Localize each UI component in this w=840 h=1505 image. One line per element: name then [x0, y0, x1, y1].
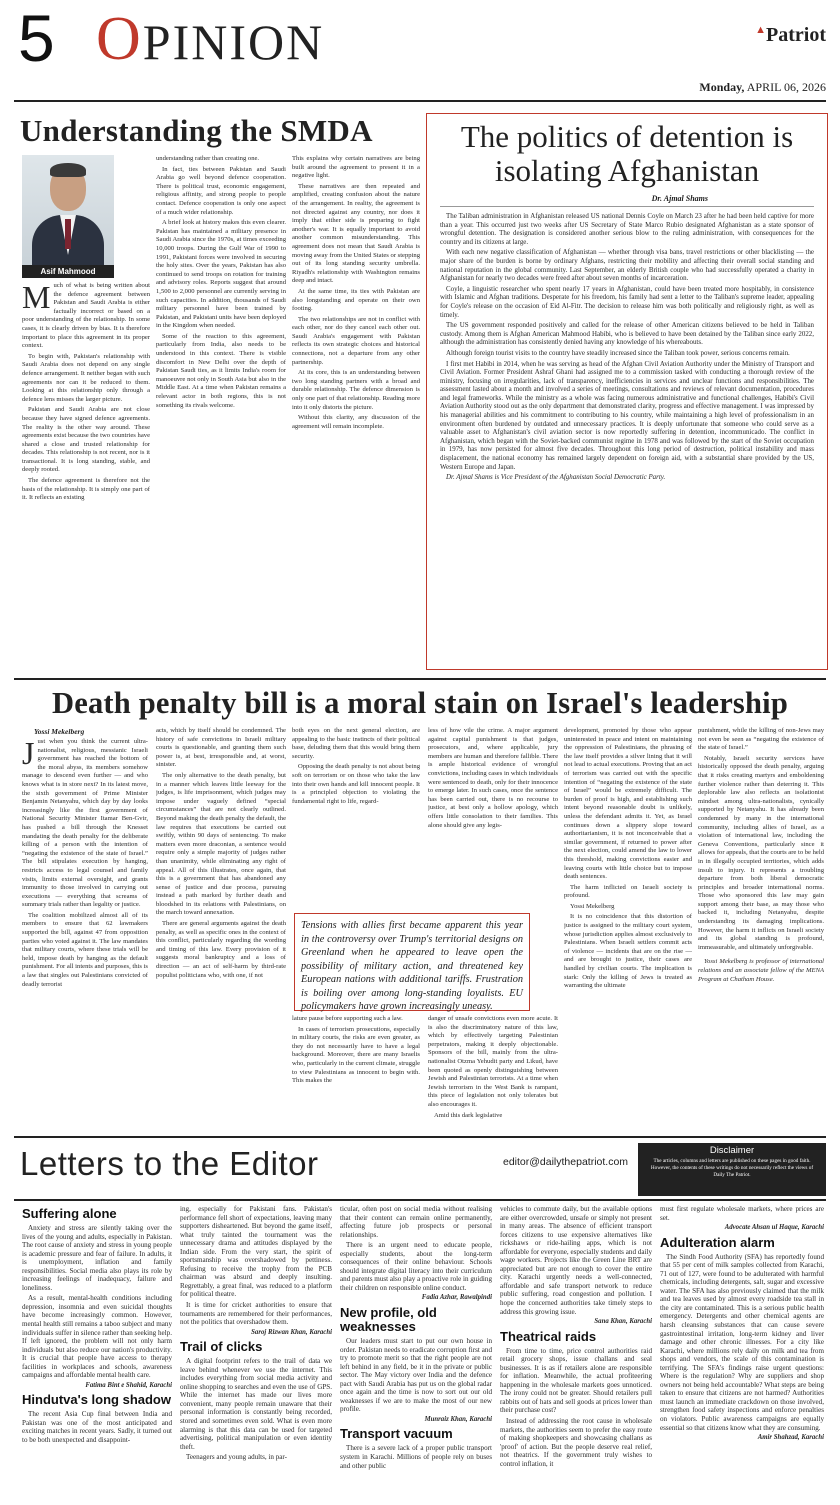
pull-quote: Tensions with allies first became apparent this year in the controversy over Trump's territorial designs on Greenland when he appeared to leave open the possibility of military action, and threatened key European nations with additional tariffs. Frustration is boiling over among long-standing loyalists. EU policymakers have grown increasingly uneasy.	[294, 913, 530, 1011]
paragraph: understanding rather than creating one.	[156, 155, 260, 162]
paragraph: The Taliban administration in Afghanistan released US national Dennis Coyle on March 23 after he had been held captive for more than a year. This occurred just two weeks after US Secretary of State Marco Rubio designated Afghanistan as a state sponsor of wrongful detention. The designation is considered another serious blow to the ruling administration, with consequences for the country and its citizens at large.	[440, 212, 814, 246]
letters-heading: Letters to the Editor	[20, 1145, 319, 1182]
israel-column-3-top	[292, 727, 420, 907]
paragraph: Just when you think the current ultra-nationalist, religious, messianic Israeli government has reached the bottom of the moral abyss, its members somehow manage to descend even further — and who knows what is in store next? In its latest move, the sixth government of Prime Minister Benjamin Netanyahu, which day by day looks increasingly like the first government of National Security Minister Itamar Ben-Gvir, has pushed a bill through the Knesset mandating the death penalty for the deliberate killing of a person with the intention of “negating the existence of the state of Israel.” The bill stipulates execution by hanging, restricts access to legal counsel and family visits, limits external oversight, and grants immunity to those involved in carrying out executions — everything that screams of summary trials rather than legality or justice.	[22, 738, 148, 909]
letters-rule	[14, 1199, 826, 1201]
letters-column-5	[660, 1205, 824, 1500]
letter-paragraph: The recent Asia Cup final between India and Pakistan was one of the most anticipated and exciting matches in recent years. Sadly, it turned out to be both unexpected and disappoint-	[22, 1410, 172, 1445]
author-note: Yossi Mekelberg is professor of international relations and an associate fellow of the MENA Program at Chatham House.	[698, 958, 824, 983]
letter-paragraph: Our leaders must start to put our own house in order. Pakistan needs to eradicate corruption first and try to promote merit so that the right people are not left behind in any field, be it in the private or public sector. The May victory over India and the defence pact with Saudi Arabia has put us on the global radar once again and the time is now to sort out our old weaknesses if we are to make the most of our new profile.	[340, 1337, 492, 1414]
triangle-icon: ▲	[755, 24, 767, 36]
letter-title: Transport vacuum	[340, 1426, 453, 1442]
editor-email-link[interactable]: editor@dailythepatriot.com	[503, 1156, 629, 1168]
author-afghanistan: Dr. Ajmal Shams	[651, 194, 708, 203]
paragraph: These narratives are then repeated and amplified, creating confusion about the nature of the arrangement. In reality, the agreement is not directed against any country, nor does it imply that either side is preparing to fight another's war. It is equally important to avoid another common misunderstanding. This agreement does not mean that Saudi Arabia is moving away from the United States or stepping out of its long standing security umbrella. Riyadh's relationship with Washington remains deep and intact.	[292, 182, 420, 285]
letter-signature: Fadia Azhar, Rawalpindi	[421, 1294, 492, 1302]
letters-column-1	[22, 1205, 172, 1500]
disclaimer-text: The articles, columns and letters are published on these pages in good faith. However, the contents of these writings do not necessarily reflect the views of Daily The Patriot.	[650, 1158, 814, 1178]
paragraph: Without this clarity, any discussion of the agreement will remain incomplete.	[292, 414, 420, 430]
letter-paragraph: Anxiety and stress are silently taking over the lives of the young and adults, especially in Pakistan. The root cause of anxiety and stress in young people is academic pressure and fear of failure. In adults, it is unemployment, inflation and family responsibilities. Social media also plays its role by increasing feelings of inadequacy, failure and loneliness.	[22, 1224, 172, 1292]
paragraph: The two relationships are not in conflict with each other, nor do they cancel each other out. Saudi Arabia's engagement with Pakistan reflects its own strategic choices and historical connections, not a departure from any other partnership.	[292, 315, 420, 366]
letter-signature: Munraiz Khan, Karachi	[424, 1415, 492, 1423]
paragraph: In fact, ties between Pakistan and Saudi Arabia go well beyond defence cooperation. There is political trust, economic engagement, religious affinity, and strong people to people contact. Defence cooperation is only one aspect of a much wider relationship.	[156, 165, 286, 216]
paragraph: Coyle, a linguistic researcher who spent nearly 17 years in Afghanistan, could have been treated more hospitably, in consistence with Islamic and Afghan traditions. Desperate for his freedom, his family had sent a letter to the Taliban's supreme leader, appealing for Coyle's release on the occasion of Eid Al-Fitr. The decision to release him was both politically and religiously right, as well as timely.	[440, 284, 814, 319]
paragraph: Notably, Israeli security services have historically opposed the death penalty, arguing that it risks creating martyrs and emboldening further violence rather than deterring it. This deplorable law also reflects an isolationist mindset among ultra-nationalists, cynically supported by Netanyahu. It has already been condemned by many in the international community, including allies of Israel, as a violation of international law, including the Geneva Conventions, particularly since it allows for appeals, that the courts are to be held in in illegally occupied territories, which adds insult to injury. It represents a troubling departure from both liberal democratic principles and broader international norms. Those who sponsored this law may gain support among their base, as may those who backed it, including Netanyahu, despite understanding its damaging implications. However, the harm it inflicts on Israeli society and its global standing is profound, immeasurable, and ultimately unforgivable.	[698, 754, 824, 951]
paragraph: Opposing the death penalty is not about being soft on terrorism or on those who take the law into their own hands and kill innocent people. It is a principled objection to violating the fundamental right to life, regard-	[292, 763, 420, 805]
israel-column-1	[22, 738, 148, 1130]
paragraph: At its core, this is an understanding between two long standing partners with a broad and durable relationship. The defence dimension is only one part of that relationship. Reading more into it only distorts the picture.	[292, 369, 420, 411]
afghanistan-body	[440, 212, 814, 664]
paragraph: both eyes on the next general election, are appealing to the basic instincts of their political base, deluding them that this would bring them security.	[292, 727, 420, 760]
letter-paragraph: Teenagers and young adults, in par-	[186, 1453, 288, 1462]
paragraph: At the same time, its ties with Pakistan are also longstanding and operate on their own footing.	[292, 287, 420, 313]
letter-paragraph: Instead of addressing the root cause in wholesale markets, the authorities seem to prefer the easy route of making shopkeepers and showcasing challans as 'proof' of action. But the people deserve real relief, not theatrics. If the government truly wishes to control inflation, it	[500, 1417, 652, 1468]
paragraph: In cases of terrorism prosecutions, especially in military courts, the risks are even greater, as they do not necessarily have to have a legal background. Moreover, there are many Israelis who, particularly in the current climate, struggle to view Palestinians as innocent to begin with. This makes the	[292, 1025, 420, 1085]
paragraph: Some of the reaction to this agreement, particularly from India, also needs to be understood in this context. There is visible discomfort in New Delhi over the depth of Pakistan Saudi ties, as it limits India's room for manoeuvre not only in South Asia but also in the Middle East. At a time when Pakistan remains a relevant actor in both regions, this is not something its rivals welcome.	[156, 332, 286, 409]
paragraph: It is no coincidence that this distortion of justice is assigned to the military court system, whose jurisdiction applies almost exclusively to Palestinians. When Israeli settlers commit acts of violence — incidents that are on the rise — and are brought to justice, their cases are handled by civilian courts. The implication is stark: Only the killing of Jews is treated as warranting the ultimate	[564, 913, 692, 990]
paragraph: less of how vile the crime. A major argument against capital punishment is that judges, prosecutors, and, where applicable, jury members are human and therefore fallible. There is ample historical evidence of wrongful convictions, including cases in which individuals were sentenced to death, only for their innocence to emerge later. In such cases, once the sentence has been carried out, there is no recourse to justice, at best only a hollow apology, which offers little consolation to their families. This alone should give any legis-	[428, 727, 558, 829]
paragraph: With each new negative classification of Afghanistan — whether through visa bans, travel restrictions or other blacklisting — the major share of the burden is borne by ordinary Afghans, restricting their mobility and affecting their overall social standing and national reputation in the global community. Last September, an elderly British couple who had successfully operated a charity in Afghanistan for nearly two decades were freed after about seven months of incarceration.	[440, 248, 814, 283]
afghanistan-rule	[440, 206, 814, 207]
paragraph: The harm inflicted on Israeli society is profound.	[564, 883, 692, 900]
letter-title: New profile, old weaknesses	[340, 1305, 437, 1335]
letter-title: Theatrical raids	[500, 1328, 597, 1344]
drop-cap: M	[22, 282, 51, 315]
israel-column-4-top	[428, 727, 558, 907]
headline-afghanistan: The politics of detention is isolating Afghanistan	[460, 119, 794, 188]
paragraph: I first met Habibi in 2014, when he was serving as head of the Afghan Civil Aviation Authority under the Ministry of Transport and Civil Aviation. Former President Ashraf Ghani had assigned me to a commission tasked with conducting a thorough review of the ministry, focusing on irregularities, lack of transparency, inefficiencies in services and unclear functions and responsibilities. The assessment lasted about a month and involved a series of meetings, consultations and reviews of relevant documentation, procedures and legal frameworks. While the ministry as a whole was facing numerous administrative and functional challenges, Habibi's Civil Aviation Authority stood out as the only department that demonstrated clarity, progress and effective management. I was impressed by his managerial abilities and his commitment to contributing to his country, while maintaining a high level of professionalism in an environment often burdened by outdated and unnecessary practices. It is deeply unfortunate that someone who could serve as a valuable asset to Afghanistan's civil aviation sector is now reportedly suffering in detention, incommunicado. The conflict in Afghanistan, which began with the Soviet-backed communist regime in 1978 and was followed by the start of the Soviet occupation in 1979, has now persisted for almost five decades. Throughout this long period of destruction, political instability and mass displacement, the national economy has remained largely dependent on foreign aid, with a substantial share provided by the US, Western Europe and Japan.	[440, 359, 814, 471]
israel-column-6	[698, 727, 824, 1130]
paragraph: punishment, while the killing of non-Jews may not even be seen as “negating the existence of the state of Israel.”	[698, 727, 824, 752]
letter-signature: Saroj Rizwan Khan, Karachi	[251, 1328, 332, 1336]
israel-column-3-bottom	[292, 1015, 420, 1130]
author-photo	[22, 155, 114, 265]
letter-paragraph: As a result, mental-health conditions including depression, insomnia and even suicidal thoughts have become increasingly common. However, mental health still remains a taboo subject and many individuals suffer in silence rather than seeking help. If left ignored, the problem will not only harm individuals but also reduce our nation's productivity. It is crucial that people have access to therapy facilities in workplaces and schools, awareness campaigns and affordable mental health care.	[22, 1294, 172, 1380]
paragraph: A brief look at history makes this even clearer. Pakistan has maintained a military presence in Saudi Arabia since the 1970s, at times exceeding 10,000 troops. During the Gulf War of 1990 to 1991, Pakistani forces were involved in securing the holy sites. Over the years, Pakistan has also continued to send troops on rotation for training and advisory roles. Reports suggest that around 1,500 to 2,000 personnel are currently serving in such capacities. In addition, thousands of Saudi military personnel have been trained by Pakistan, and Pakistani units have been deployed in the Kingdom when needed.	[156, 219, 286, 330]
letter-title: Adulteration alarm	[660, 1234, 775, 1250]
letter-paragraph: From time to time, price control authorities raid retail grocery shops, issue challans and seal businesses. It is as if retailers alone are responsible for inflation. Meanwhile, the actual profiteering happening in the wholesale markets goes unnoticed. The irony could not be greater. Should retailers pull rabbits out of hats and sell goods at prices lower than their purchase cost?	[500, 1346, 652, 1415]
paragraph: The defence agreement is therefore not the basis of the relationship. It is simply one part of it. It reflects an existing	[22, 477, 150, 502]
letter-paragraph: The Sindh Food Authority (SFA) has reportedly found that 55 per cent of milk samples collected from Karachi, 71 out of 127, were found to be adulterated with harmful chemicals, including detergents, salt, sugar and excessive water. The SFA has also previously claimed that the milk and tea leaves used by almost every roadside tea stall in the city are contaminated. This is a serious public health emergency. Detergents and other chemical agents are harsh cleansing substances that can cause severe gastrointestinal irritation, long-term kidney and liver damage and other chronic illnesses. For a city like Karachi, where millions rely daily on milk and tea from shops and vendors, the scale of this contamination is terrifying. The SFA's findings raise urgent questions: Where is the regulation? Why are suppliers and shop owners not being held accountable? What steps are being taken to ensure that citizens are not harmed? Authorities must launch an immediate crackdown on those involved, strengthen food safety inspections and enforce penalties on violators. Public awareness campaigns are equally essential so that citizens know what they are consuming.	[660, 1252, 824, 1432]
page-number: 5	[18, 1, 55, 75]
brand-logo: ▲Patriot	[755, 24, 826, 46]
letter-signature: Sana Khan, Karachi	[594, 1318, 652, 1326]
masthead-rule	[14, 100, 826, 102]
author-note: Dr. Ajmal Shams is Vice President of the Afghanistan Social Democratic Party.	[446, 473, 666, 482]
smda-column-3	[292, 155, 420, 670]
letters-column-3	[340, 1205, 492, 1500]
letter-paragraph: vehicles to commute daily, but the available options are either overcrowded, unsafe or simply not present in many areas. The absence of efficient transport forces citizens to use expensive alternatives like rickshaws or ride-hailing apps, which is not affordable for everyone, especially students and daily wage workers. Projects like the Green Line BRT are appreciated but are not enough to cover the entire city. Karachi urgently needs a well-connected, affordable and safe transport network to reduce public suffering, road congestion and pollution. I hope the concerned authorities take timely steps to address this growing issue.	[500, 1205, 652, 1316]
letter-paragraph: It is time for cricket authorities to ensure that tournaments are remembered for their performances, not the politics that overshadow them.	[180, 1301, 332, 1327]
letter-paragraph: must first regulate wholesale markets, where prices are set.	[660, 1205, 824, 1222]
headline-smda: Understanding the SMDA	[20, 113, 373, 148]
disclaimer-title: Disclaimer	[709, 1145, 755, 1156]
letter-title: Hindutva's long shadow	[22, 1392, 171, 1408]
letter-paragraph: ing, especially for Pakistani fans. Pakistan's performance fell short of expectations, leaving many supporters disheartened. But beyond the game itself, what truly tainted the tournament was the unnecessary drama and attitudes displayed by the Indian side. From the very start, the spirit of sportsmanship was overshadowed by pettiness. Refusing to receive the trophy from the PCB chairman was absurd and deeply insulting. Regrettably, a great final, was reduced to a platform for political theatre.	[180, 1205, 332, 1299]
paragraph: Although foreign tourist visits to the country have steadily increased since the Taliban took power, serious concerns remain.	[446, 348, 790, 357]
disclaimer-box	[638, 1143, 826, 1196]
paragraph: lature pause before supporting such a law.	[292, 1015, 403, 1022]
paragraph: The coalition mobilized almost all of its members to ensure that 62 lawmakers supported the bill, against 47 from opposition parties who voted against it. The law mandates that military courts, where these trials will be held, impose death by hanging as the default punishment. For all intents and purposes, this is a law that singles out Palestinians convicted of deadly terrorist	[22, 911, 148, 988]
letters-column-4	[500, 1205, 652, 1500]
paragraph: development, promoted by those who appear uninterested in peace and intent on maintaining the oppression of Palestinians, the phrasing of the law itself provides a silver lining that it will not lead to actual executions. Proving that an act of terrorism was carried out with the specific intention of “negating the existence of the state of Israel” would be extremely difficult. The burden of proof is high, and establishing such intent beyond reasonable doubt is unlikely, unless the defendant admits it. Yet, as Israel continues down a slippery slope toward authoritarianism, it is not inconceivable that a similar government, if returned to power after the next election, could amend the law to lower this threshold, making convictions easier and leaving courts with little choice but to impose death sentences.	[564, 727, 692, 881]
paragraph: To begin with, Pakistan's relationship with Saudi Arabia does not depend on any single defence arrangement. It neither began with such agreements nor can it be reduced to them. Looking at this relationship only through a defence lens misses the larger picture.	[22, 352, 150, 403]
paragraph: danger of unsafe convictions even more acute. It is also the discriminatory nature of this law, which by effectively targeting Palestinian perpetrators, making it deeply objectionable. Sponsors of the bill, mainly from the ultra-nationalist Otzma Yehudit party and Likud, have been quoted as openly distinguishing between Jewish and Palestinian terrorists. At a time when Jewish terrorism in the West Bank is rampant, this piece of legislation not only tolerates but also encourages it.	[428, 1015, 558, 1108]
drop-cap: J	[22, 738, 35, 771]
letter-signature: Fatima Bint e Shahid, Karachi	[85, 1381, 172, 1389]
section-title: OPINION	[96, 5, 325, 73]
section-rule-letters	[14, 1136, 826, 1138]
author-byline: Asif Mahmood	[22, 265, 114, 278]
israel-column-4-bottom	[428, 1015, 558, 1130]
letter-signature: Amir Shahzad, Karachi	[757, 1434, 824, 1442]
section-rule	[14, 678, 826, 680]
smda-column-1	[22, 282, 150, 670]
paragraph: Amid this dark legislative	[434, 1111, 503, 1119]
paragraph: This explains why certain narratives are being built around the agreement to present it in a negative light.	[292, 155, 420, 180]
author-israel: Yossi Mekelberg	[34, 727, 85, 736]
letter-paragraph: A digital footprint refers to the trail of data we leave behind whenever we use the internet. This includes everything from social media activity and online shopping to searches and even the use of GPS. While the internet has made our lives more convenient, many people remain unaware that their personal information is constantly being recorded, stored and sometimes even sold. What is even more alarming is that this data can be used for targeted advertising, political manipulation or even identity theft.	[180, 1357, 332, 1451]
israel-column-2	[156, 727, 286, 1130]
israel-column-5	[564, 727, 692, 1130]
paragraph: acts, which by itself should be condemned. The history of safe convictions in Israeli military courts is questionable, and granting them such power is, at best, irresponsible and, at worst, sinister.	[156, 727, 286, 769]
headline-israel: Death penalty bill is a moral stain on Israel's leadership	[51, 686, 789, 720]
paragraph: There are general arguments against the death penalty, as well as specific ones in the context of this conflict, particularly regarding the wording and timing of this law. Every provision of it suggests moral bankruptcy and a loss of direction — an act of self-harm by third-rate populist politicians who, with one, if not	[156, 920, 286, 979]
paragraph: The only alternative to the death penalty, but in a manner which leaves little leeway for the judges, is life imprisonment, which judges may impose under vaguely defined “special circumstances” that are not clearly outlined. Beyond making the death penalty the default, the law requires that executions be carried out swiftly, within 90 days of sentencing. To make matters even more draconian, a sentence would require only a simple majority of judges rather than unanimity, while eliminating any right of appeal. All of this illustrates, once again, that this is a government that has abandoned any sense of justice and due process, pursuing instead a path marked by further death and bloodshed in its relations with Palestinians, on the march toward annexation.	[156, 771, 286, 917]
paragraph: The US government responded positively and called for the release of other American citizens believed to be held in Taliban custody. Among them is Afghan American Mahmood Habibi, who is believed to have been detained by the Taliban since early 2022, although the administration has consistently denied having any knowledge of his whereabouts.	[440, 321, 814, 347]
paragraph: Much of what is being written about the defence agreement between Pakistan and Saudi Arabia is either factually incorrect or based on a poor understanding of the relationship. In some cases, it is clearly driven by bias. It is therefore important to place this agreement in its proper context.	[22, 282, 150, 350]
letter-signature: Advocate Ahsan ul Haque, Karachi	[724, 1224, 824, 1232]
paragraph: Pakistan and Saudi Arabia are not close because they have signed defence agreements. The reality is the other way around. These agreements exist because the two countries have shared a close and trusted relationship for decades. This relationship is not recent, nor is it transactional. It is long standing, stable, and deeply rooted.	[22, 406, 150, 474]
paragraph: Yossi Mekelberg	[570, 902, 615, 910]
letter-title: Suffering alone	[22, 1206, 117, 1221]
letter-paragraph: There is an urgent need to educate people, especially students, about the long-term consequences of their online behaviour. Schools should integrate digital literacy into their curriculum and parents must also play a proactive role in guiding their children on responsible online conduct.	[340, 1241, 492, 1292]
letter-paragraph: There is a severe lack of a proper public transport system in Karachi. Millions of people rely on buses and other public	[340, 1444, 492, 1470]
smda-column-2	[156, 155, 286, 670]
letter-title: Trail of clicks	[180, 1339, 263, 1355]
letter-paragraph: ticular, often post on social media without realising that their content can remain online permanently, affecting future job prospects or personal relationships.	[340, 1205, 492, 1239]
issue-date: Monday, APRIL 06, 2026	[699, 80, 826, 94]
letters-column-2	[180, 1205, 332, 1500]
